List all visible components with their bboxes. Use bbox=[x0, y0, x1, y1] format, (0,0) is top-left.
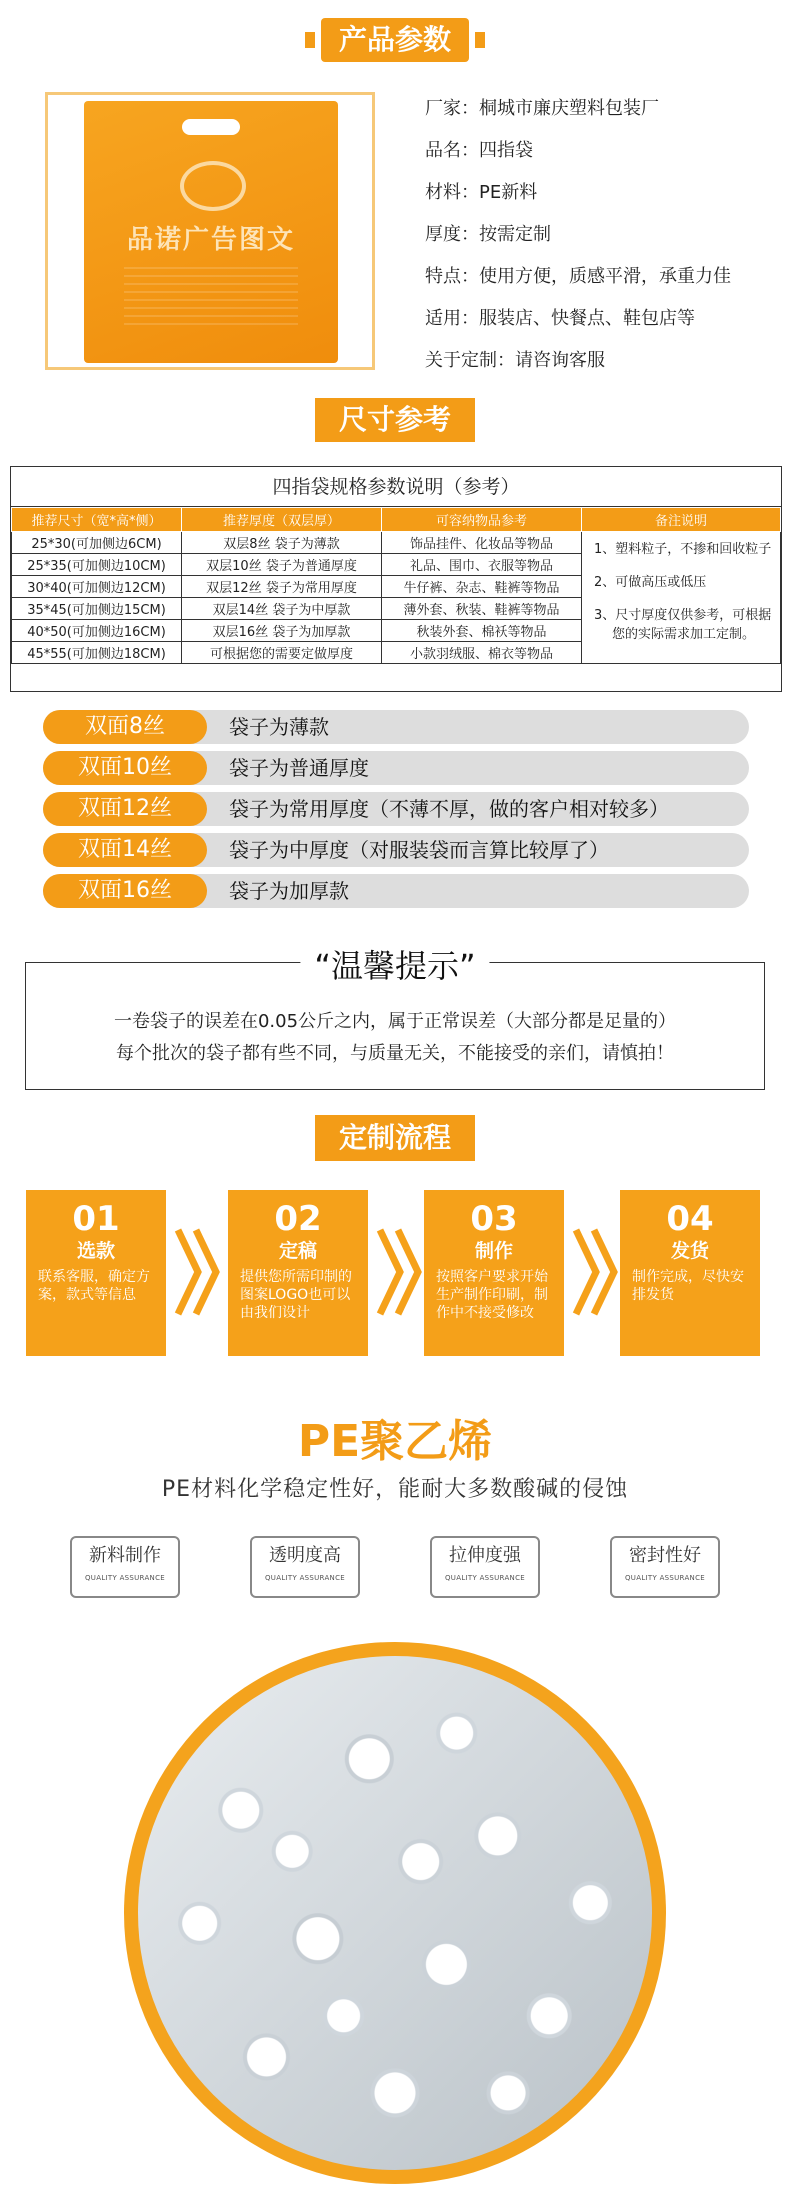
spec-row bbox=[425, 178, 765, 220]
feature-label: 拉伸度强 bbox=[449, 1545, 521, 1566]
table-header: 推荐尺寸（宽*高*侧） bbox=[12, 508, 182, 532]
pe-pellets-image bbox=[124, 1642, 666, 2184]
section-title-process: 定制流程 bbox=[315, 1115, 475, 1161]
feature-label: 新料制作 bbox=[89, 1545, 161, 1566]
table-cell: 25*30(可加侧边6CM) bbox=[12, 532, 182, 554]
table-cell: 薄外套、秋装、鞋裤等物品 bbox=[382, 598, 582, 620]
pe-subtitle: PE材料化学稳定性好，能耐大多数酸碱的侵蚀 bbox=[161, 1477, 629, 1502]
table-cell: 双层12丝 袋子为常用厚度 bbox=[182, 576, 382, 598]
step-name: 选款 bbox=[76, 1240, 115, 1262]
spec-label: 厚度： bbox=[425, 224, 479, 245]
table-cell: 牛仔裤、杂志、鞋裤等物品 bbox=[382, 576, 582, 598]
process-step bbox=[228, 1190, 368, 1356]
table-cell: 礼品、围巾、衣服等物品 bbox=[382, 554, 582, 576]
spec-value: 按需定制 bbox=[479, 224, 551, 245]
process-step bbox=[620, 1190, 760, 1356]
table-cell: 饰品挂件、化妆品等物品 bbox=[382, 532, 582, 554]
spec-value: 服装店、快餐点、鞋包店等 bbox=[479, 308, 695, 329]
thickness-tag: 双面14丝 bbox=[43, 833, 207, 867]
step-name: 定稿 bbox=[278, 1240, 317, 1262]
spec-label: 材料： bbox=[425, 182, 479, 203]
table-cell: 双层16丝 袋子为加厚款 bbox=[182, 620, 382, 642]
bag-texture bbox=[124, 265, 298, 325]
table-cell: 双层10丝 袋子为普通厚度 bbox=[182, 554, 382, 576]
feature-sublabel: QUALITY ASSURANCE bbox=[625, 1574, 705, 1582]
feature-badge bbox=[430, 1536, 540, 1598]
thickness-tag: 双面16丝 bbox=[43, 874, 207, 908]
feature-label: 透明度高 bbox=[269, 1545, 341, 1566]
table-caption: 四指袋规格参数说明（参考） bbox=[11, 467, 781, 507]
size-table-grid bbox=[11, 507, 781, 664]
step-desc: 提供您所需印制的图案LOGO也可以由我们设计 bbox=[240, 1269, 352, 1321]
thickness-row bbox=[43, 792, 749, 826]
spec-value: 桐城市廉庆塑料包装厂 bbox=[479, 98, 659, 119]
table-cell: 45*55(可加侧边18CM) bbox=[12, 642, 182, 664]
feature-label: 密封性好 bbox=[629, 1545, 701, 1566]
chevron-right-icon bbox=[572, 1222, 618, 1322]
product-image bbox=[45, 92, 375, 370]
thickness-tag: 双面8丝 bbox=[43, 710, 207, 744]
spec-value: 请咨询客服 bbox=[515, 350, 605, 371]
spec-row bbox=[425, 220, 765, 262]
step-number: 01 bbox=[72, 1199, 120, 1239]
spec-row bbox=[425, 262, 765, 304]
process-step bbox=[424, 1190, 564, 1356]
note-item: 1、塑料粒子，不掺和回收粒子 bbox=[594, 542, 772, 557]
pe-title: PE聚乙烯 bbox=[297, 1416, 493, 1467]
spec-label: 特点： bbox=[425, 266, 479, 287]
step-name: 制作 bbox=[474, 1240, 513, 1262]
note-item: 2、可做高压或低压 bbox=[594, 575, 707, 590]
table-cell: 秋装外套、棉袄等物品 bbox=[382, 620, 582, 642]
thickness-row bbox=[43, 710, 749, 744]
spec-label: 关于定制： bbox=[425, 350, 515, 371]
tip-line: 每个批次的袋子都有些不同，与质量无关，不能接受的亲们，请慎拍！ bbox=[116, 1043, 674, 1064]
thickness-row bbox=[43, 874, 749, 908]
bag-handle-hole bbox=[182, 119, 240, 135]
thickness-desc: 袋子为普通厚度 bbox=[229, 756, 369, 780]
bag-illustration bbox=[84, 101, 338, 363]
step-desc: 制作完成，尽快安排发货 bbox=[632, 1269, 744, 1303]
tip-box bbox=[25, 947, 765, 1090]
step-number: 02 bbox=[274, 1199, 322, 1239]
table-cell: 35*45(可加侧边15CM) bbox=[12, 598, 182, 620]
spec-value: PE新料 bbox=[479, 182, 538, 203]
spec-label: 厂家： bbox=[425, 98, 479, 119]
table-cell: 小款羽绒服、棉衣等物品 bbox=[382, 642, 582, 664]
spec-row bbox=[425, 346, 765, 388]
bag-brand-text: 品诺广告图文 bbox=[126, 225, 295, 255]
spec-list bbox=[425, 94, 765, 388]
table-header-row bbox=[12, 508, 781, 532]
brand-logo-icon bbox=[180, 161, 246, 211]
chevron-right-icon bbox=[376, 1222, 422, 1322]
spec-label: 适用： bbox=[425, 308, 479, 329]
step-desc: 联系客服，确定方案，款式等信息 bbox=[38, 1269, 150, 1303]
table-header: 推荐厚度（双层厚） bbox=[182, 508, 382, 532]
thickness-desc: 袋子为中厚度（对服装袋而言算比较厚了） bbox=[229, 838, 609, 862]
spec-row bbox=[425, 94, 765, 136]
feature-badge bbox=[70, 1536, 180, 1598]
table-cell: 40*50(可加侧边16CM) bbox=[12, 620, 182, 642]
section-title-size-ref: 尺寸参考 bbox=[315, 398, 475, 442]
feature-sublabel: QUALITY ASSURANCE bbox=[445, 1574, 525, 1582]
tip-title: “温馨提示” bbox=[300, 941, 489, 987]
table-header: 备注说明 bbox=[582, 508, 781, 532]
thickness-desc: 袋子为薄款 bbox=[229, 715, 329, 739]
step-desc: 按照客户要求开始生产制作印刷，制作中不接受修改 bbox=[436, 1269, 548, 1321]
thickness-desc: 袋子为加厚款 bbox=[229, 879, 349, 903]
table-cell: 可根据您的需要定做厚度 bbox=[182, 642, 382, 664]
section-title-product-params: 产品参数 bbox=[321, 18, 469, 62]
thickness-tag: 双面12丝 bbox=[43, 792, 207, 826]
spec-value: 使用方便，质感平滑，承重力佳 bbox=[479, 266, 731, 287]
table-cell: 双层8丝 袋子为薄款 bbox=[182, 532, 382, 554]
size-table bbox=[10, 466, 782, 692]
table-row bbox=[12, 532, 781, 554]
table-cell: 双层14丝 袋子为中厚款 bbox=[182, 598, 382, 620]
table-header: 可容纳物品参考 bbox=[382, 508, 582, 532]
thickness-desc: 袋子为常用厚度（不薄不厚，做的客户相对较多） bbox=[229, 797, 669, 821]
thickness-row bbox=[43, 751, 749, 785]
table-notes bbox=[582, 532, 781, 664]
chevron-right-icon bbox=[174, 1222, 220, 1322]
table-cell: 25*35(可加侧边10CM) bbox=[12, 554, 182, 576]
spec-row bbox=[425, 136, 765, 178]
feature-badge bbox=[250, 1536, 360, 1598]
spec-row bbox=[425, 304, 765, 346]
spec-value: 四指袋 bbox=[479, 140, 533, 161]
process-step bbox=[26, 1190, 166, 1356]
step-number: 03 bbox=[470, 1199, 518, 1239]
step-number: 04 bbox=[666, 1199, 714, 1239]
spec-label: 品名： bbox=[425, 140, 479, 161]
pellets-photo bbox=[138, 1656, 652, 2170]
feature-badge bbox=[610, 1536, 720, 1598]
thickness-tag: 双面10丝 bbox=[43, 751, 207, 785]
feature-sublabel: QUALITY ASSURANCE bbox=[265, 1574, 345, 1582]
note-item: 3、尺寸厚度仅供参考，可根据您的实际需求加工定制。 bbox=[594, 608, 772, 642]
table-cell: 30*40(可加侧边12CM) bbox=[12, 576, 182, 598]
feature-sublabel: QUALITY ASSURANCE bbox=[85, 1574, 165, 1582]
step-name: 发货 bbox=[670, 1240, 709, 1262]
thickness-row bbox=[43, 833, 749, 867]
tip-line: 一卷袋子的误差在0.05公斤之内，属于正常误差（大部分都是足量的） bbox=[113, 1011, 677, 1032]
